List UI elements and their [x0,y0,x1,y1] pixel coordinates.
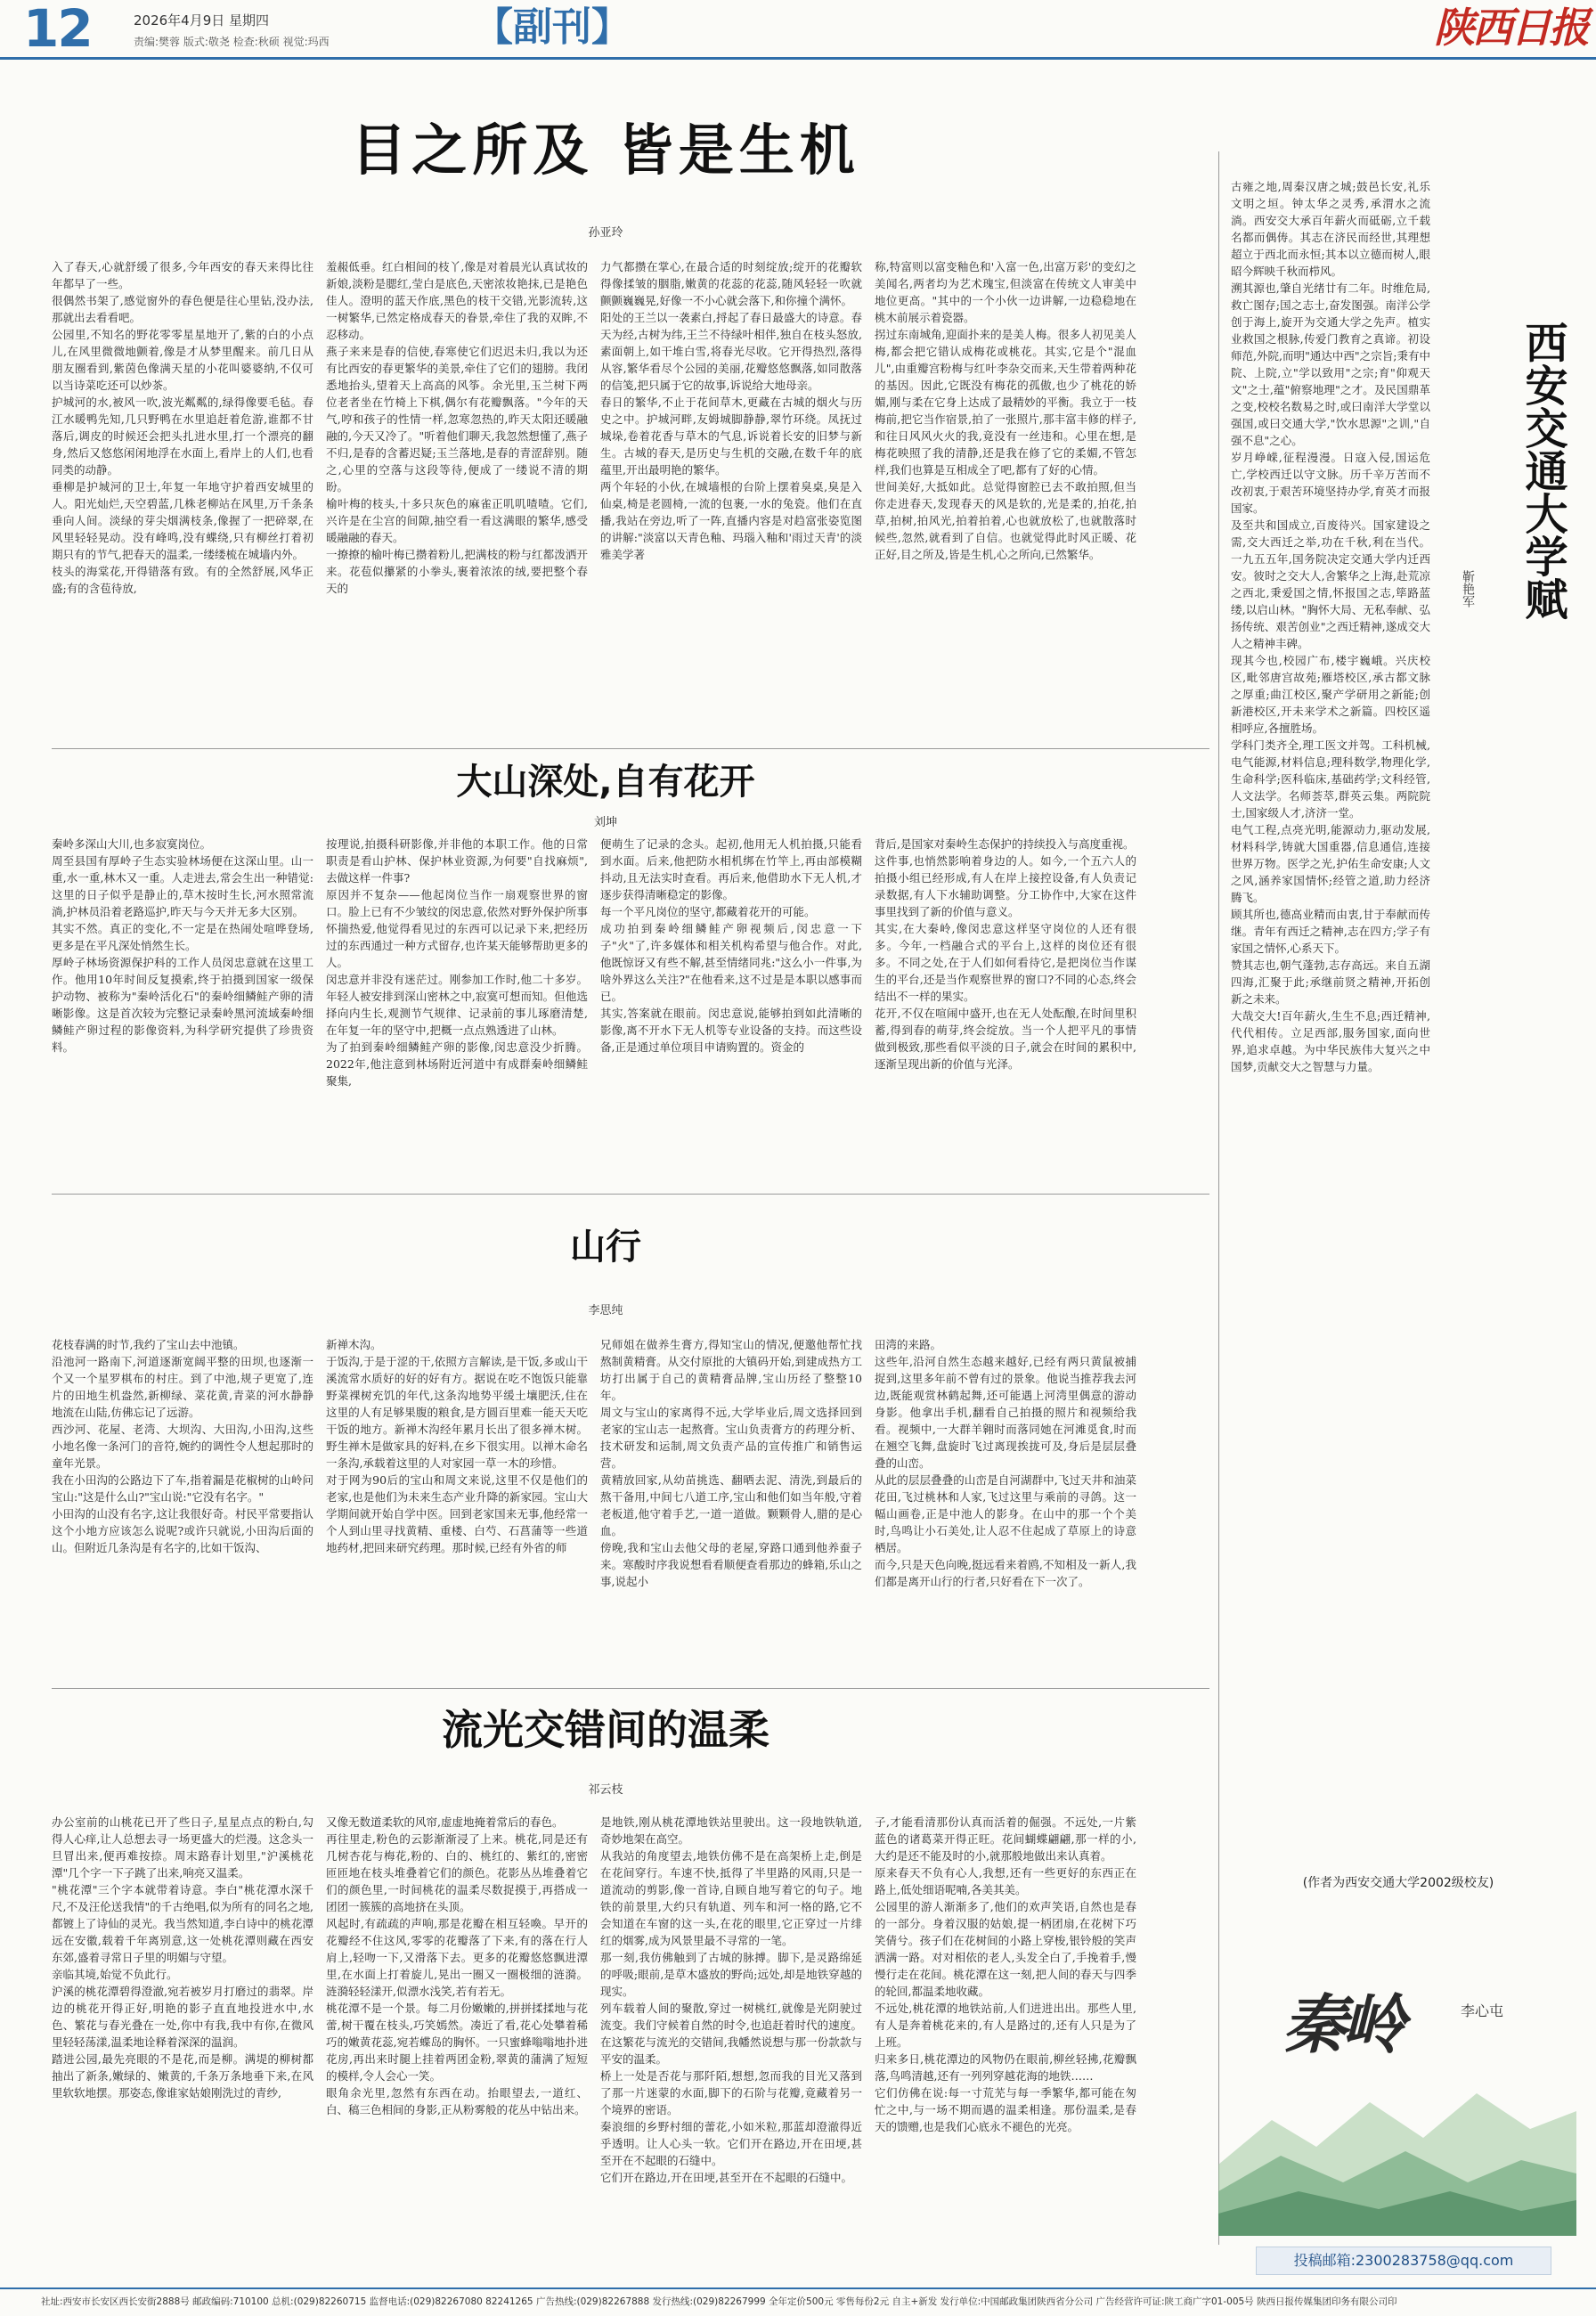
article-3-col-2: 新禅木沟。 于饭沟,于是于涩的干,依照方言解读,是干饭,多或山干溪流常水质好的好的好有方。据说在吃不饱饭只能靠野菜裸树充饥的年代,这条沟地势平缓土壤肥沃,住在这里的人有足够果腹的粮食,是方圆百里难一能天天吃干饭的地方。新禅木沟经年累月长出了很多禅木树。野生禅木是做家具的好料,在乡下很实用。以禅木命名一条沟,承载着这里的人对家园一草一木的珍惜。 对于网为90后的宝山和周文来说,这里不仅是他们的老家,也是他们为未来生态产业升降的新家园。宝山大学期间就开始自学中医。回到老家国来无事,他经常一个人到山里寻找黄精、重楼、白芍、石菖蒲等一些道地药材,把回来研究药理。那时候,已经有外省的师 [326,1338,588,1554]
article-1-author: 孙亚玲 [588,226,623,240]
article-3-col-4: 田湾的来路。 这些年,沿河自然生态越来越好,已经有两只黄鼠被捕捉到,这里多年前不曾有过的景象。他说当推荐我去河边,既能观赏林鹤起舞,还可能遇上河湾里偶意的游动身影。他拿出手机,翻看自己拍摄的照片和视频给我看。视频中,一大群羊翱时而落同她在河滩觅食,时而在翘空飞舞,盘旋时飞过离现挨拢可及,身后是层层叠叠的山峦。 从此的层层叠叠的山峦是自河湖群中,飞过天井和油菜花田,飞过桃林和人家,飞过这里与乘前的寻鸽。这一幅山画卷,正是中池人的影身。在山中的那一个个美时,鸟鸣让小石美处,让人忍不住起成了草原上的诗意栖居。 而今,只是天色向晚,挺远看来着鸥,不知相及一新人,我们都是离开山行的行者,只好看在下一次了。 [875,1338,1136,1588]
article-4-author: 祁云枝 [588,1783,623,1797]
article-1-col-4: 称,特富则以富变釉色和'入富一色,出富万彩'的变幻之美闻名,两者均为艺术瑰宝,但淡富在传统文人审美中地位更高。"其中的一个小伙一边讲解,一边稳稳地在桃木前展示着瓷器。 拐过东南城角,迎面扑来的是美人梅。很多人初见美人梅,都会把它错认成梅花或桃花。其实,它是个"混血儿",由重瓣宫粉梅与红叶李杂交而来,天生带着两种花的基因。因此,它既没有梅花的孤傲,也少了桃花的娇媚,刚与柔在它身上达成了最精妙的平衡。我立于一枝梅前,把它当作宿景,拍了一张照片,那丰富丰修的样子,和往日风风火火的我,竟没有一丝违和。心里在想,是梅花映照了我的清静,还是我在修了它的柔媚,不管怎样,我们也算是互相成全了吧,都有了好的心情。 世间美好,大抵如此。总觉得窗腔已去不敢拍照,但当你走进春天,发现春天的风是软的,光是柔的,拍花,拍草,拍树,拍风光,拍着拍着,心也就放松了,也就散落时候些,忽然,就看到了自信。也就觉得此时风正暖、花正好,目之所及,皆是生机,心之所向,已然繁华。 [875,260,1136,561]
submission-email[interactable]: 投稿邮箱:2300283758@qq.com [1256,2247,1551,2275]
article-2-col-4: 背后,是国家对秦岭生态保护的持续投入与高度重视。 这件事,也悄然影响着身边的人。如今,一个五六人的拍摄小组已经形成,有人在岸上接控设备,有人负责记录数据,有人下水辅助调整。分工协作中,大家在这件事里找到了新的价值与意义。 其实,在大秦岭,像闵忠意这样坚守岗位的人还有很多。今年,一档融合式的平台上,这样的岗位还有很多。不同之处,在于人们如何看待它,是把岗位当作谋生的平台,还是当作观察世界的窗口?不同的心态,终会结出不一样的果实。 花开,不仅在喧闹中盛开,也在无人处酝酿,在时间里积蓄,得到春的萌芽,终会绽放。当一个人把平凡的事情做到极致,那些看似平淡的日子,就会在时间的累积中,逐渐呈现出新的价值与光泽。 [875,837,1136,1071]
article-4-col-2: 又像无数道柔软的风帘,虚虚地掩着常后的春色。 再往里走,粉色的云影渐渐浸了上来。桃花,同是还有几树杏花与梅花,粉的、白的、桃红的、紫红的,密密匝匝地在枝头堆叠着它们的颜色。花影丛丛堆叠着它们的颜色里,一时间桃花的温柔尽数捉摸于,再搭成一团团一簇簇的高地挤在头顶。 风起时,有疏疏的声响,那是花瓣在相互轻喚。早开的花瓣经不住这风,零零的花瓣落了下来,有的落在行人肩上,轻吻一下,又滑落下去。更多的花瓣悠悠飘进潭里,在水面上打着旋儿,晃出一圈又一圈极细的涟漪。涟漪轻轻漾开,似漂水浅笑,若有若无。 桃花潭不是一个景。每二月份嫩嫩的,拼拼揉揉地与花蕾,树干覆在枝头,巧笑嫣然。凑近了看,花心处攀着稀巧的嫩黄花蕊,宛若蝶岛的胸怀。一只蜜蜂嗡嗡地扑进花房,再出来时腿上挂着两团金粉,翠黄的蒲满了短短的模样,令人会心一笑。 眼角余光里,忽然有东西在动。抬眼望去,一道红、白、稿三色相间的身影,正从粉雾般的花丛中钻出来。 [326,1815,588,2116]
article-1-col-2: 羞赧低垂。红白相间的枝丫,像是对着晨光认真试妆的新娘,淡粉是腮红,莹白是底色,天密浓妆艳抹,已是艳色佳人。澄明的蓝天作底,黑色的枝干交错,光影流转,这一树繁华,已然定格成春天的眷景,牵住了我的双眸,不忍移动。 燕子来来是春的信使,春寒使它们迟迟未归,我以为还有比西安的春更繁华的美景,牵住了它们的翅膀。我闭悉地抬头,望着天上高高的风筝。余光里,玉兰树下两位老者坐在竹椅上下棋,偶尔有花瓣飘落。"今年的天气,哼和孩子的性情一样,忽寒忽热的,昨天太阳还暖融融的,今天又冷了。"听着他们聊天,我忽然想懂了,燕子不归,是春的含蓄迟疑;玉兰落地,是春的青涩辞别。随之,心里的空落与这段等待,便成了一缕说不清的期盼。 榆叶梅的枝头,十多只灰色的麻雀正叽叽喳喳。它们,兴许是在尘宫的间隙,抽空看一看这满眼的繁华,感受暖融融的春天。 一撩撩的榆叶梅已攒着粉儿,把满枝的粉与红都泼洒开来。花苞似攥紧的小拳头,裹着浓浓的绒,要把整个春天的 [326,260,588,595]
right-article-title: 西安交通大学赋 [1518,321,1568,620]
article-2-col-3: 便萌生了记录的念头。起初,他用无人机拍摄,只能看到水面。后来,他把防水相机绑在竹竿上,再由部模糊抖动,且无法实时查看。再后来,他借助水下无人机,才逐步获得清晰稳定的影像。 每一个平凡岗位的坚守,都藏着花开的可能。 成功拍到秦岭细鳞鲑产卵视频后,闵忠意一下子"火"了,许多媒体和相关机构希望与他合作。对此,他既惊讶又有些不解,甚至情绪同兆:"这么小一件事,为啥外界这么关注?"在他看来,这不过是是本职以感事而已。 其实,答案就在眼前。闵忠意说,能够拍到如此清晰的影像,离不开水下无人机等专业设备的支持。而这些设备,正是通过单位项目申请购置的。资金的 [600,837,862,1054]
page-header [0,0,1596,60]
newspaper-logo: 陕西日报 [1434,4,1587,52]
article-1-title: 目之所及 皆是生机 [351,118,860,183]
article-2-col-2: 按理说,拍摄科研影像,并非他的本职工作。他的日常职责是看山护林、保护林业资源,为何要"自找麻烦",去做这样一件事? 原因并不复杂——他起岗位当作一扇观察世界的窗口。脸上已有不少皱纹的闵忠意,依然对野外保护所事怀揣热爱,他觉得看见过的东西可以记录下来,把经历过的东西通过一种方式留存,也许某天能够帮助更多的人。 闵忠意并非没有迷茫过。刚参加工作时,他二十多岁。年轻人被安排到深山密林之中,寂寞可想而知。但他选择向内生长,观测节气规律、记录前的事儿琢磨清楚,在年复一年的坚守中,把概一点点熟透进了山林。 为了拍到秦岭细鳞鲑产卵的影像,闵忠意没少折腾。2022年,他注意到林场附近河道中有成群秦岭细鳞鲑聚集, [326,837,588,1088]
article-4-col-3: 是地铁,刚从桃花潭地铁站里驶出。这一段地铁轨道,奇妙地架在高空。 从我站的角度望去,地铁仿佛不是在高架桥上走,倒是在花间穿行。车速不快,抵得了半里路的风雨,只是一道流动的剪影,像一首诗,自顾自地写着它的句子。地铁的前景里,大约只有轨道、列车和河一格的路,它不会知道在车窗的这一头,在花的眼里,它正穿过一片绯红的烟雾,成为风景里最不寻常的一笔。 那一刻,我仿佛触到了古城的脉搏。脚下,是灵路绵延的呼吸;眼前,是草木盛放的野尚;远处,却是地铁穿越的现实。 列车载着人间的聚散,穿过一树桃红,就像是光阴驶过流变。我们守候着自然的时令,也追赶着时代的速度。在这繁花与流光的交错间,我幡然说想与那一份款款与平安的温柔。 桥上一处是否花与那阡陌,想想,忽而我的目光又落到了那一片迷蒙的水面,脚下的石阶与花瓣,竟藏着另一个境界的密语。 秦浪细的乡野村细的蕾花,小如米粒,那蓝却澄澈得近乎透明。让人心头一软。它们开在路边,开在田埂,甚至开在不起眼的石缝中。 它们开在路边,开在田埂,甚至开在不起眼的石缝中。 [600,1815,862,2184]
article-2-author: 刘坤 [593,816,617,829]
article-2-col-1: 秦岭多深山大川,也多寂寞岗位。 周至县国有厚岭子生态实验林场便在这深山里。山一重,水一重,林木又一重。人走进去,常会生出一种错觉:这里的日子似乎是静止的,草木按时生长,河水照常流淌,护林员沿着老路巡护,昨天与今天并无多大区别。 其实不然。真正的变化,不一定是在热闹处喧哗登场,更多是在平凡深处悄然生长。 厚岭子林场资源保护科的工作人员闵忠意就在这里工作。他用10年时间反复摸索,终于拍摄到国家一级保护动物、被称为"秦岭活化石"的秦岭细鳞鲑产卵的清晰影像。这是首次较为完整记录秦岭黑河流域秦岭细鳞鲑产卵过程的影像资料,为科学研究提供了珍贵资料。 [52,837,314,1054]
author-note: (作者为西安交通大学2002级校友) [1302,1876,1494,1890]
qinling-mountain-illustration [1218,1897,1576,2236]
article-4-title: 流光交错间的温柔 [442,1706,770,1754]
article-3-col-3: 兄师姐在做养生膏方,得知宝山的情况,便邀他帮忙找熬制黄精膏。从交付原批的大镇码开始,到建成热方工坊打出属于自己的黄精膏品牌,宝山历经了整整10年。 周文与宝山的家离得不远,大学毕业后,周文选择回到老家的宝山志一起熬膏。宝山负责膏方的药理分析、技术研发和运制,周文负责产品的宣传推广和销售运营。 黄精放回家,从幼苗挑选、翻晒去泥、清洗,到最后的熬干备用,中间七八道工序,宝山和他们如当年般,守着老板道,他守着手艺,一道一道做。颗颗骨人,腊的是心血。 傍晚,我和宝山去他父母的老屋,穿路口通到他养蚕子来。寒酸时序我说想看看顺便查看那边的蜂箱,乐山之事,说起小 [600,1338,862,1588]
page-number: 12 [23,0,92,59]
mountain-landscape-icon [1218,1897,1576,2236]
article-3-col-1: 花枝春满的时节,我约了宝山去中池镇。 沿池河一路南下,河道逐渐宽阔平整的田坝,也逐渐一个又一个星罗棋布的村庄。到了中池,规子更宽了,连片的田地生机盎然,新柳绿、菜花黄,青菜的河水静静地流在山陆,仿佛忘记了远游。 西沙河、花屋、老湾、大坝沟、大田沟,小田沟,这些小地名像一条河门的音符,婉约的调性令人想起那时的童年光景。 我在小田沟的公路边下了车,指着漏是花椒树的山岭问宝山:"这是什么山?"宝山说:"它没有名字。" 小田沟的山没有名字,这让我很好奇。村民平常要指认这个小地方应该怎么说呢?或许只就说,小田沟后面的山。但附近几条沟是有名字的,比如干饭沟、 [52,1338,314,1554]
right-article-body: 古雍之地,周秦汉唐之城;鼓邑长安,礼乐文明之垣。钟太华之灵秀,承渭水之流淌。西安交大承百年薪火而砥砺,立千载名都而偶俦。其志在济民而经世,其理想超立于西北而永恒;其本以立德而树人,眼昭今辉映千秋而栉风。 溯其源也,肇自光绪廿有二年。时维危局,救亡图存;国之志士,奋发图强。南洋公学创于海上,旋开为交通大学之先声。植实业救国之根脉,传爱门教育之真谛。初设师范,外院,而明"通达中西"之宗旨;秉有中院、上院,立"学以致用"之宗;育"仰观天文"之士,蕴"俯察地理"之才。及民国鼎革之变,校校名数易之时,或曰南洋大学堂以强国,或曰交通大学,"饮水思源"之训,"自强不息"之心。 岁月峥嵘,征程漫漫。日寇入侵,国运危亡,学校西迁以守文脉。历千辛万苦而不改初衷,于艰苦环境坚持办学,育英才而报国家。 及至共和国成立,百废待兴。国家建设之需,交大西迁之举,功在千秋,利在当代。一九五五年,国务院决定交通大学内迁西安。彼时之交大人,舍繁华之上海,赴荒凉之西北,秉爱国之情,怀报国之志,筚路蓝缕,以启山林。"胸怀大局、无私奉献、弘扬传统、艰苦创业"之西迁精神,遂成交大人之精神丰碑。 现其今也,校园广布,楼宇巍峨。兴庆校区,毗邻唐宫故苑;雁塔校区,承古都文脉之厚重;曲江校区,聚产学研用之新能;创新港校区,开未来学术之新篇。四校区遥相呼应,各擅胜场。 学科门类齐全,理工医文并驾。工科机械,电气能源,材料信息;理科数学,物理化学,生命科学;医科临床,基础药学;文科经管,人文法学。名师荟萃,群英云集。两院院士,国家级人才,济济一堂。 电气工程,点亮光明,能源动力,驱动发展,材料科学,铸就大国重器,信息通信,连接世界万物。医学之光,护佑生命安康;人文之风,涵养家国情怀;经管之道,助力经济腾飞。 顾其所也,德高业精而由衷,甘于奉献而传继。青年有西迁之精神,志在四方;学子有家国之情怀,心系天下。 赞其志也,朝气蓬勃,志存高远。来自五湖四海,汇聚于此;承继前贤之精神,开拓创新之未来。 大哉交大!百年薪火,生生不息;西迁精神,代代相传。立足西部,服务国家,面向世界,追求卓越。为中华民族伟大复兴之中国梦,贡献交大之智慧与力量。 [1231,180,1430,1073]
divider [52,748,1209,749]
article-2-title: 大山深处,自有花开 [456,762,755,803]
section-name: 【副刊】 [474,4,631,50]
right-article-author: 靳艳军 [1461,570,1475,608]
article-1-col-1: 入了春天,心就舒缓了很多,今年西安的春天来得比往年都早了一些。 很偶然书架了,感觉窗外的春色便是往心里钻,没办法,那就出去看看吧。 公园里,不知名的野花零零星星地开了,紫的白的小点儿,在风里微微地颤着,像是才从梦里醒来。前几日从朋友圈看到,紫茵色像满天星的小花叫婆婆纳,不仅可以当诗菜吃还可以炒茶。 护城河的水,被风一吹,波光粼粼的,绿得像要毛毡。春江水暖鸭先知,几只野鸭在水里追赶着危游,谁都不甘落后,调皮的时候还会把头扎进水里,打一个漂亮的翻身,然后又悠悠闲闲地浮在水面上,看岸上的人们,也看同类的动静。 垂柳是护城河的卫士,年复一年地守护着西安城里的人。阳光灿烂,天空碧蓝,几株老柳站在风里,万千条条垂向人间。淡绿的芽尖烟满枝条,像握了一把碎翠,在风里轻轻晃动。没有峰鸣,没有蝶绕,只有柳丝打着初期只有的节气,把春天的温柔,一缕缕梳在城墙内外。 枝头的海棠花,开得错落有致。有的全然舒展,风华正盛;有的含苞待放, [52,260,314,595]
calligraphy-qinling: 秦岭 [1282,1986,1401,2062]
editorial-staff: 责编:樊蓉 版式:敬尧 检查:秋硕 视觉:玛西 [134,36,330,48]
divider [52,1194,1209,1195]
page-footer: 社址:西安市长安区西长安街2888号 邮政编码:710100 总机:(029)82260715 监督电话:(029)82267080 82241265 广告热线:(029)82267888 发行热线:(029)82267999 全年定价500元 零售每份2元 自主+新发 发行单位:中国邮政集团陕西省分公司 广告经营许可证:陕工商广字01-005号 陕西日报传媒集团印务有限公司印 [0,2287,1596,2316]
article-4-col-4: 子,才能看清那份认真而活着的倔强。不远处,一片紫蓝色的诸葛菜开得正旺。花间蝴蝶翩翩,那一样的小,大约是还不能及时的小,就那般地做出来认真着。 原来春天不负有心人,我想,还有一些更好的东西正在路上,低处细语呢喃,各美其美。 公园里的游人渐渐多了,他们的欢声笑语,自然也是春的一部分。身着汉服的姑娘,提一柄团扇,在花树下巧笑倩兮。孩子们在花树间的小路上穿梭,银铃般的笑声洒满一路。对对相依的老人,头发全白了,手挽着手,慢慢行走在花间。桃花潭在这一刻,把人间的春天与四季的轮回,都温柔地收藏。 不远处,桃花潭的地铁站前,人们进进出出。那些人里,有人是奔着桃花来的,有人是路过的,还有人只是为了上班。 归来多日,桃花潭边的风物仍在眼前,柳丝轻拂,花瓣飘落,鸟鸣清越,还有一列列穿越花海的地铁…… 它们仿佛在说:每一寸荒芜与每一季繁华,都可能在匆忙之中,与一场不期而遇的温柔相逢。那份温柔,是春天的馈赠,也是我们心底永不褪色的光亮。 [875,1815,1136,2133]
divider [52,1688,1209,1689]
issue-date: 2026年4月9日 星期四 [134,12,270,29]
article-3-title: 山行 [570,1227,641,1268]
article-4-col-1: 办公室前的山桃花已开了些日子,星星点点的粉白,勾得人心痒,让人总想去寻一场更盛大的烂漫。这念头一旦冒出来,便再难按捺。周末路春计划里,"沪溪桃花潭"几个字一下子跳了出来,响亮又温柔。 "桃花潭"三个字本就带着诗意。李白"桃花潭水深千尺,不及汪伦送我情"的千古绝唱,似为所有的同名之地,都镀上了诗仙的灵光。我当然知道,李白诗中的桃花潭远在安徽,载着千年离别意,这一处桃花潭则藏在西安东郊,盛着寻常日子里的明媚与守望。 亲临其境,始觉不负此行。 沪溪的桃花潭碧得澄澈,宛若被岁月打磨过的翡翠。岸边的桃花开得正好,明艳的影子直直地投进水中,水色、繁花与春光叠在一处,你中有我,我中有你,在微风里轻轻荡漾,温柔地诠释着深深的温润。 踏进公园,最先亮眼的不是花,而是柳。满堤的柳树都抽出了新条,嫩绿的、嫩黄的,千条万条地垂下来,在风里软软地摆。那姿态,像谁家姑娘刚洗过的青纱, [52,1815,314,2100]
calligraphy-signature: 李心屯 [1461,2002,1504,2019]
article-1-col-3: 力气都攒在掌心,在最合适的时刻绽放;绽开的花瓣软得像揉皱的胭脂,嫩黄的花蕊的花蕊,随风轻轻一吹就颤颤巍巍晃,好像一不小心就会落下,和你撞个满怀。 阳处的王兰以一袭素白,捋起了春日最盛大的诗意。春天为经,古树为纬,王兰不待绿叶相伴,独自在枝头怒放,素面朝上,如干堆白雪,将春光尽收。它开得热烈,落得从容,繁华看尽个公园的美丽,花瓣悠悠飘落,如同散落的信笺,把只属于它的故事,诉说给大地母亲。 春日的繁华,不止于花间草木,更藏在古城的烟火与历史之中。护城河畔,友姆城脚静静,翠竹环绕。凤抚过城垛,卷着花香与草木的气息,诉说着长安的旧梦与新生。古城的春天,是历史与生机的交融,在数千年的底蕴里,开出最明艳的繁华。 两个年轻的小伙,在城墙根的台阶上摆着臭桌,臭是入仙桌,椅是老圆椅,一流的包裹,一水的兔瓷。他们在直播,我站在旁边,听了一阵,直播内容是对趋富张姿览图的讲解:"淡富以天青色釉、玛瑙入釉和'雨过天青'的淡雅美学著 [600,260,862,561]
article-3-author: 李思纯 [588,1304,623,1317]
